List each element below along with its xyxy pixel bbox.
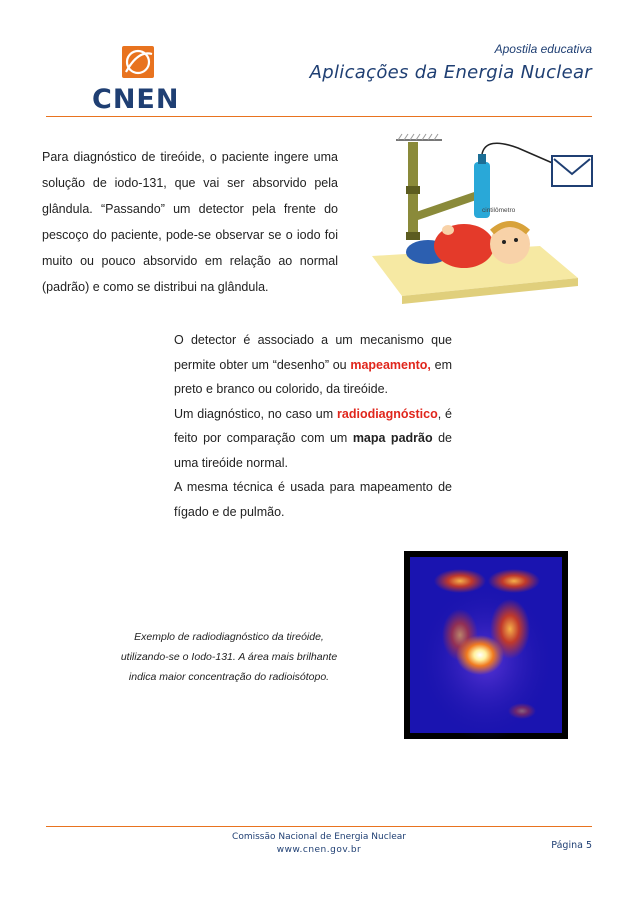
patient-detector-illustration	[368, 128, 600, 308]
body-paragraph-diagnosis	[174, 402, 452, 476]
body-text	[174, 328, 452, 524]
figure-caption	[96, 627, 362, 687]
header-subtitle: Apostila educativa	[494, 42, 592, 56]
highlight-radiodiagnostico: radiodiagnóstico	[337, 406, 438, 421]
thyroid-scan-image	[404, 551, 568, 739]
logo-wordmark: CNEN	[92, 84, 180, 115]
header-divider	[46, 116, 592, 117]
thyroid-scan-graphic	[404, 551, 568, 739]
body-text-segment: de uma tireóide normal.	[174, 431, 452, 470]
detector-label: cintilômetro	[482, 207, 516, 214]
body-paragraph-mapping	[174, 328, 452, 402]
body-text-segment: Um diagnóstico, no caso um	[174, 406, 338, 421]
footer-divider	[46, 826, 592, 827]
body-paragraph-technique: A mesma técnica é usada para mapeamento de fígado e de pulmão.	[174, 480, 452, 519]
footer-url: www.cnen.gov.br	[276, 845, 362, 855]
body-text-segment: O detector é associado a um mecanismo que permite obter um “desenho” ou	[174, 333, 452, 372]
page-title: Aplicações da Energia Nuclear	[309, 62, 592, 83]
scintillator-illustration	[368, 128, 600, 308]
caption-line: Exemplo de radiodiagnóstico da tireóide,	[134, 631, 324, 643]
caption-line: indica maior concentração do radioisótopo.	[128, 671, 330, 683]
bold-mapa-padrao: mapa padrão	[352, 431, 433, 445]
highlight-mapeamento: mapeamento,	[350, 357, 431, 372]
body-text-segment: , é feito por comparação com um	[174, 406, 452, 445]
intro-paragraph: Para diagnóstico de tireóide, o paciente ingere uma solução de iodo-131, que vai ser absorvido pela glândula. “Passando” um detector pela frente do pescoço do paciente, pode-se observar se o iodo foi muito ou pouco absorvido em relação ao normal (padrão) e como se distribui na glândula.	[42, 150, 338, 294]
caption-line: utilizando-se o Iodo-131. A área mais brilhante	[120, 651, 338, 663]
footer-organization: Comissão Nacional de Energia Nuclear	[232, 832, 406, 842]
page-number: Página 5	[551, 840, 592, 851]
cnen-logo-mark-icon	[88, 44, 184, 84]
body-text-segment: em preto e branco ou colorido, da tireóide.	[174, 357, 453, 396]
